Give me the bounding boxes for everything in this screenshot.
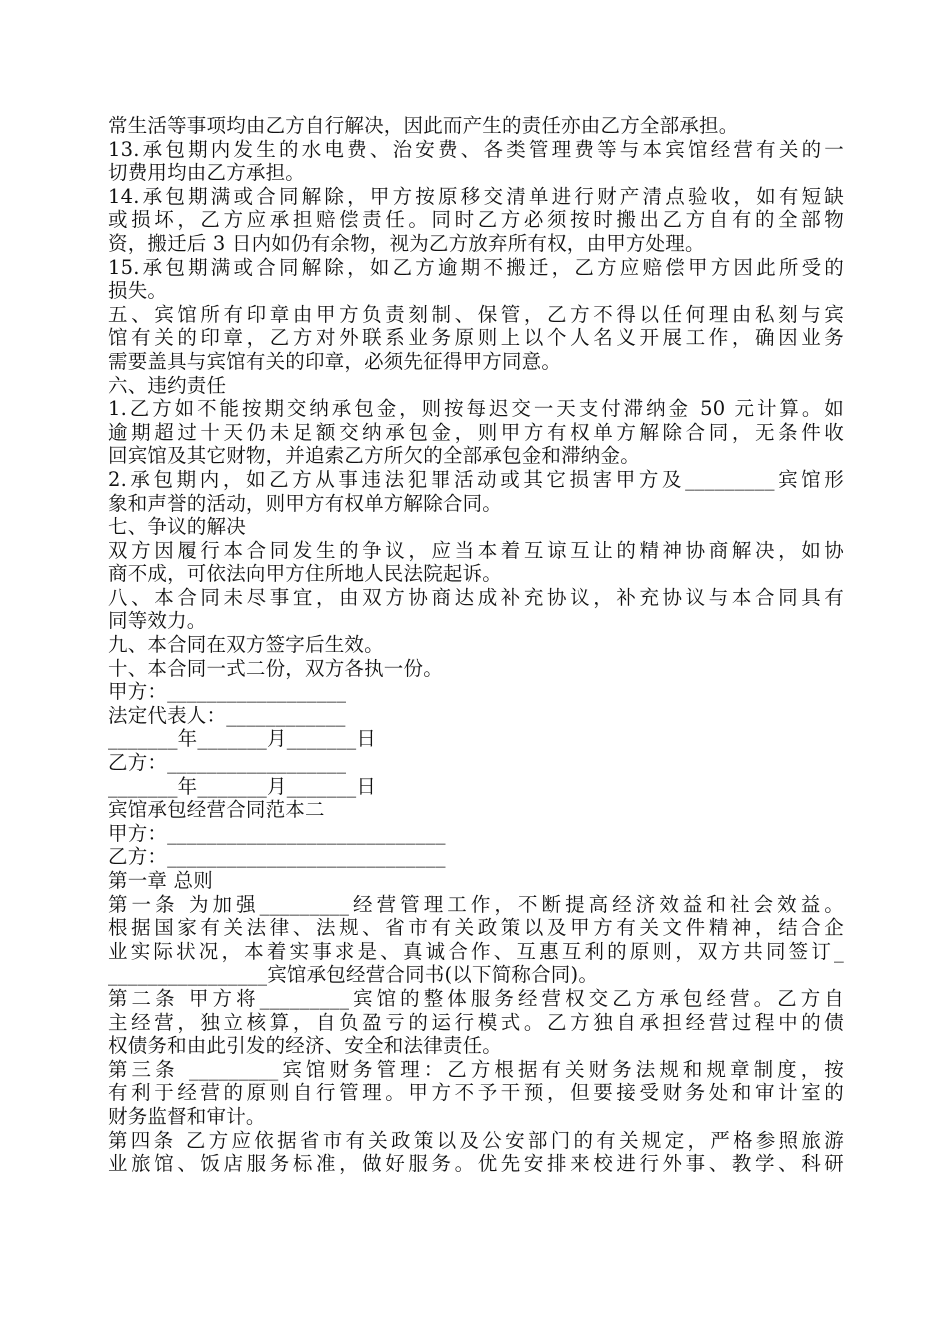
text-line: 商不成，可依法向甲方住所地人民法院起诉。 bbox=[108, 562, 503, 586]
text-line: 15.承包期满或合同解除，如乙方逾期不搬迁，乙方应赔偿甲方因此所受的 bbox=[108, 255, 844, 279]
text-line: 五、宾馆所有印章由甲方负责刻制、保管，乙方不得以任何理由私刻与宾 bbox=[108, 302, 844, 326]
text-line: 同等效力。 bbox=[108, 609, 207, 633]
text-line: _______年_______月_______日 bbox=[108, 727, 377, 751]
text-line: 十、本合同一式二份，双方各执一份。 bbox=[108, 656, 443, 680]
text-line: 乙方：__________________ bbox=[108, 751, 347, 775]
text-line: 权债务和由此引发的经济、安全和法律责任。 bbox=[108, 1034, 503, 1058]
text-line: 切费用均由乙方承担。 bbox=[108, 161, 306, 185]
text-line: 业实际状况，本着实事求是、真诚合作、互惠互利的原则，双方共同签订_ bbox=[108, 939, 844, 963]
text-line: 第四条 乙方应依据省市有关政策以及公安部门的有关规定，严格参照旅游 bbox=[108, 1128, 844, 1152]
text-line: 甲方：____________________________ bbox=[108, 821, 446, 845]
text-line: 业旅馆、饭店服务标准，做好服务。优先安排来校进行外事、教学、科研 bbox=[108, 1152, 844, 1176]
text-line: 损失。 bbox=[108, 279, 168, 303]
text-line: 宾馆承包经营合同范本二 bbox=[108, 798, 325, 822]
text-line: 财务监督和审计。 bbox=[108, 1104, 266, 1128]
text-line: 主经营，独立核算，自负盈亏的运行模式。乙方独自承担经营过程中的债 bbox=[108, 1010, 844, 1034]
text-line: 八、本合同未尽事宜，由双方协商达成补充协议，补充协议与本合同具有 bbox=[108, 585, 844, 609]
text-line: 六、违约责任 bbox=[108, 373, 227, 397]
text-line: 第一章 总则 bbox=[108, 869, 213, 892]
text-line: 1.乙方如不能按期交纳承包金，则按每迟交一天支付滞纳金 50 元计算。如 bbox=[108, 397, 844, 421]
text-line: 第三条 _________宾馆财务管理：乙方根据有关财务法规和规章制度，按 bbox=[108, 1057, 844, 1081]
text-line: ________________宾馆承包经营合同书(以下简称合同)。 bbox=[108, 963, 599, 987]
text-line: 馆有关的印章，乙方对外联系业务原则上以个人名义开展工作，确因业务 bbox=[108, 326, 844, 350]
text-line: 第二条 甲方将_________宾馆的整体服务经营权交乙方承包经营。乙方自 bbox=[108, 986, 844, 1010]
text-line: 需要盖具与宾馆有关的印章，必须先征得甲方同意。 bbox=[108, 349, 562, 373]
text-line: 七、争议的解决 bbox=[108, 515, 246, 539]
text-line: 象和声誉的活动，则甲方有权单方解除合同。 bbox=[108, 491, 503, 515]
text-line: 13.承包期内发生的水电费、治安费、各类管理费等与本宾馆经营有关的一 bbox=[108, 137, 844, 161]
text-line: 逾期超过十天仍未足额交纳承包金，则甲方有权单方解除合同，无条件收 bbox=[108, 420, 844, 444]
text-line: 九、本合同在双方签字后生效。 bbox=[108, 633, 384, 657]
text-line: 14.承包期满或合同解除，甲方按原移交清单进行财产清点验收，如有短缺 bbox=[108, 184, 844, 208]
text-line: 甲方：__________________ bbox=[108, 680, 347, 704]
document-page bbox=[108, 114, 844, 1176]
text-line: 或损坏，乙方应承担赔偿责任。同时乙方必须按时搬出乙方自有的全部物 bbox=[108, 208, 844, 232]
text-line: _______年_______月_______日 bbox=[108, 774, 377, 798]
text-line: 有利于经营的原则自行管理。甲方不予干预，但要接受财务处和审计室的 bbox=[108, 1081, 844, 1105]
text-line: 常生活等事项均由乙方自行解决，因此而产生的责任亦由乙方全部承担。 bbox=[108, 114, 739, 137]
text-line: 根据国家有关法律、法规、省市有关政策以及甲方有关文件精神，结合企 bbox=[108, 916, 844, 940]
text-line: 回宾馆及其它财物，并追索乙方所欠的全部承包金和滞纳金。 bbox=[108, 444, 640, 468]
text-line: 第一条 为加强_________经营管理工作，不断提高经济效益和社会效益。 bbox=[108, 892, 844, 916]
text-line: 资，搬迁后 3 日内如仍有余物，视为乙方放弃所有权，由甲方处理。 bbox=[108, 231, 705, 255]
text-line: 2.承包期内，如乙方从事违法犯罪活动或其它损害甲方及_________宾馆形 bbox=[108, 467, 844, 491]
text-line: 双方因履行本合同发生的争议，应当本着互谅互让的精神协商解决，如协 bbox=[108, 538, 844, 562]
text-line: 法定代表人：____________ bbox=[108, 703, 346, 727]
text-line: 乙方：____________________________ bbox=[108, 845, 446, 869]
